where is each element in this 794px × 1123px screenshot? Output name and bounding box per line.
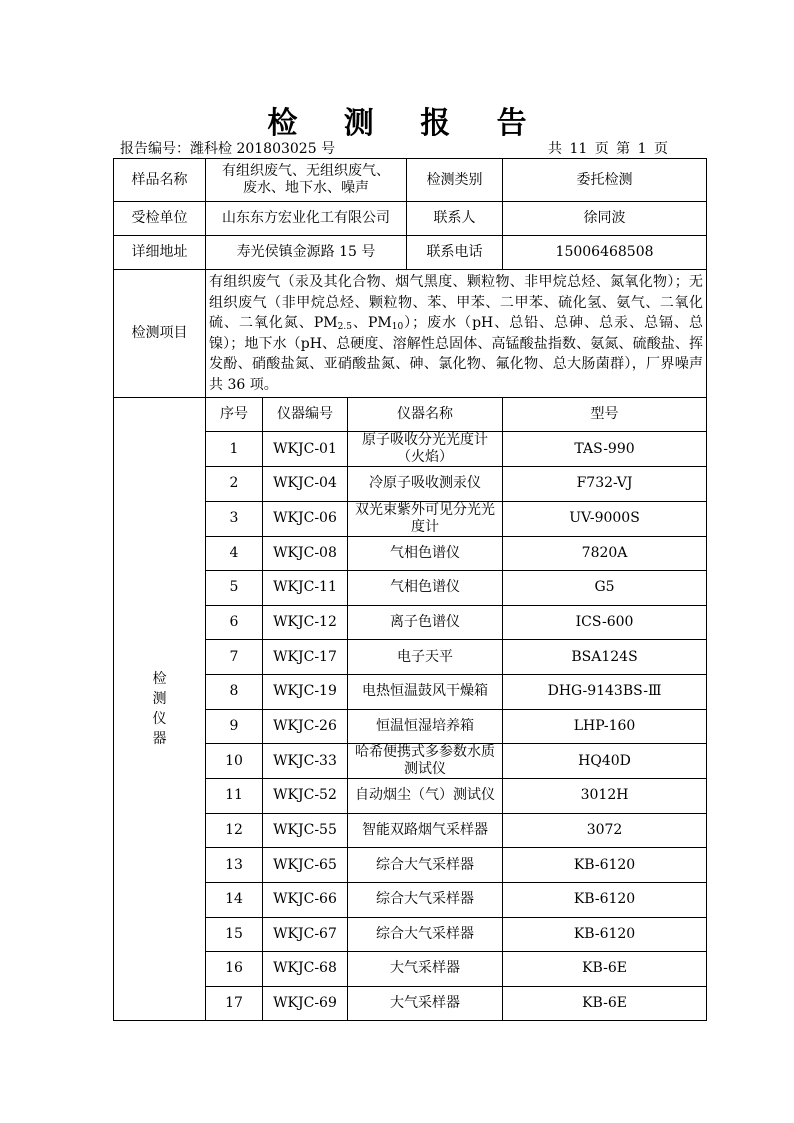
instrument-name: 双光束紫外可见分光光度计	[348, 501, 503, 536]
items-text-2: 、PM	[351, 315, 392, 331]
header-model: 型号	[503, 398, 707, 432]
instrument-name: 恒温恒湿培养箱	[348, 709, 503, 744]
instrument-no: 6	[206, 605, 263, 640]
instrument-code: WKJC-67	[263, 917, 348, 952]
instrument-no: 15	[206, 917, 263, 952]
instrument-model: LHP-160	[503, 709, 707, 744]
instrument-model: KB-6120	[503, 917, 707, 952]
instrument-code: WKJC-04	[263, 467, 348, 502]
address-value: 寿光侯镇金源路 15 号	[206, 236, 407, 270]
sample-name-value: 有组织废气、无组织废气、废水、地下水、噪声	[206, 159, 407, 202]
instrument-model: 7820A	[503, 536, 707, 571]
side-char: 仪	[152, 711, 167, 728]
instrument-model: G5	[503, 571, 707, 606]
instrument-no: 1	[206, 432, 263, 467]
instrument-model: KB-6E	[503, 952, 707, 987]
instrument-no: 5	[206, 571, 263, 606]
instrument-model: TAS-990	[503, 432, 707, 467]
instrument-no: 16	[206, 952, 263, 987]
instrument-no: 17	[206, 986, 263, 1021]
instrument-no: 10	[206, 744, 263, 779]
instrument-no: 13	[206, 848, 263, 883]
instrument-model: KB-6120	[503, 848, 707, 883]
instrument-code: WKJC-08	[263, 536, 348, 571]
instrument-name: 综合大气采样器	[348, 917, 503, 952]
instrument-no: 7	[206, 640, 263, 675]
side-char: 检	[152, 671, 167, 688]
instrument-model: KB-6E	[503, 986, 707, 1021]
instrument-code: WKJC-01	[263, 432, 348, 467]
test-type-value: 委托检测	[503, 159, 707, 202]
instrument-model: DHG-9143BS-Ⅲ	[503, 674, 707, 709]
instrument-no: 8	[206, 674, 263, 709]
instrument-name: 综合大气采样器	[348, 882, 503, 917]
instrument-no: 9	[206, 709, 263, 744]
instrument-model: UV-9000S	[503, 501, 707, 536]
instrument-code: WKJC-55	[263, 813, 348, 848]
instrument-code: WKJC-69	[263, 986, 348, 1021]
instrument-no: 2	[206, 467, 263, 502]
instrument-model: KB-6120	[503, 882, 707, 917]
instrument-name: 综合大气采样器	[348, 848, 503, 883]
items-text-1: 有组织废气（汞及其化合物、烟气黑度、颗粒物、非甲烷总烃、氮氧化物）；无组织废气（非甲烷总烃、颗粒物、苯、甲苯、二甲苯、硫化氢、氨气、二氧化硫、二氧化氮、PM	[209, 274, 704, 331]
instrument-name: 电子天平	[348, 640, 503, 675]
info-row-unit	[114, 202, 707, 236]
instrument-name: 气相色谱仪	[348, 536, 503, 571]
instrument-name: 气相色谱仪	[348, 571, 503, 606]
test-type-label: 检测类别	[407, 159, 503, 202]
instrument-name: 离子色谱仪	[348, 605, 503, 640]
instrument-code: WKJC-12	[263, 605, 348, 640]
report-title: 检 测 报 告	[267, 106, 545, 141]
instrument-code: WKJC-66	[263, 882, 348, 917]
instrument-model: F732-VJ	[503, 467, 707, 502]
phone-value: 15006468508	[503, 236, 707, 270]
report-number: 报告编号：潍科检 201803025 号	[120, 141, 336, 157]
instrument-header-row	[114, 398, 707, 432]
side-char: 器	[152, 731, 167, 748]
contact-label: 联系人	[407, 202, 503, 236]
items-text-3: ）；废水（pH、总铅、总砷、总汞、总镉、总镍）；地下水（pH、总硬度、溶解性总固体、高锰酸盐指数、氨氮、硫酸盐、挥发酚、硝酸盐氮、亚硝酸盐氮、砷、氯化物、氟化物、总大肠菌群），厂界噪声共 36 项。	[209, 315, 704, 393]
instrument-code: WKJC-11	[263, 571, 348, 606]
instrument-name: 哈希便携式多参数水质测试仪	[348, 744, 503, 779]
address-label: 详细地址	[114, 236, 206, 270]
instrument-no: 3	[206, 501, 263, 536]
instrument-name: 电热恒温鼓风干燥箱	[348, 674, 503, 709]
items-sub-2: 10	[391, 322, 404, 332]
instrument-code: WKJC-06	[263, 501, 348, 536]
unit-value: 山东东方宏业化工有限公司	[206, 202, 407, 236]
instrument-name: 大气采样器	[348, 952, 503, 987]
instrument-model: 3072	[503, 813, 707, 848]
instrument-model: ICS-600	[503, 605, 707, 640]
instrument-name: 智能双路烟气采样器	[348, 813, 503, 848]
instrument-model: HQ40D	[503, 744, 707, 779]
instrument-code: WKJC-19	[263, 674, 348, 709]
sample-name-label: 样品名称	[114, 159, 206, 202]
instrument-code: WKJC-33	[263, 744, 348, 779]
side-char: 测	[152, 691, 167, 708]
instrument-name: 冷原子吸收测汞仪	[348, 467, 503, 502]
items-sub-1: 2.5	[337, 322, 352, 332]
header-no: 序号	[206, 398, 263, 432]
instrument-model: BSA124S	[503, 640, 707, 675]
header-name: 仪器名称	[348, 398, 503, 432]
instrument-no: 12	[206, 813, 263, 848]
items-value	[206, 270, 707, 398]
report-table	[113, 158, 707, 1021]
items-label: 检测项目	[114, 270, 206, 398]
header-code: 仪器编号	[263, 398, 348, 432]
instrument-name: 大气采样器	[348, 986, 503, 1021]
instrument-no: 11	[206, 779, 263, 814]
instrument-no: 4	[206, 536, 263, 571]
instrument-model: 3012H	[503, 779, 707, 814]
instrument-code: WKJC-26	[263, 709, 348, 744]
info-row-items	[114, 270, 707, 398]
instrument-code: WKJC-52	[263, 779, 348, 814]
page-counter: 共 11 页 第 1 页	[548, 141, 668, 157]
info-row-address	[114, 236, 707, 270]
instrument-name: 自动烟尘（气）测试仪	[348, 779, 503, 814]
instrument-name: 原子吸收分光光度计（火焰）	[348, 432, 503, 467]
instrument-code: WKJC-65	[263, 848, 348, 883]
unit-label: 受检单位	[114, 202, 206, 236]
info-row-sample	[114, 159, 707, 202]
instrument-side-label	[114, 398, 206, 1021]
instrument-no: 14	[206, 882, 263, 917]
instrument-code: WKJC-17	[263, 640, 348, 675]
instrument-code: WKJC-68	[263, 952, 348, 987]
phone-label: 联系电话	[407, 236, 503, 270]
contact-value: 徐同波	[503, 202, 707, 236]
